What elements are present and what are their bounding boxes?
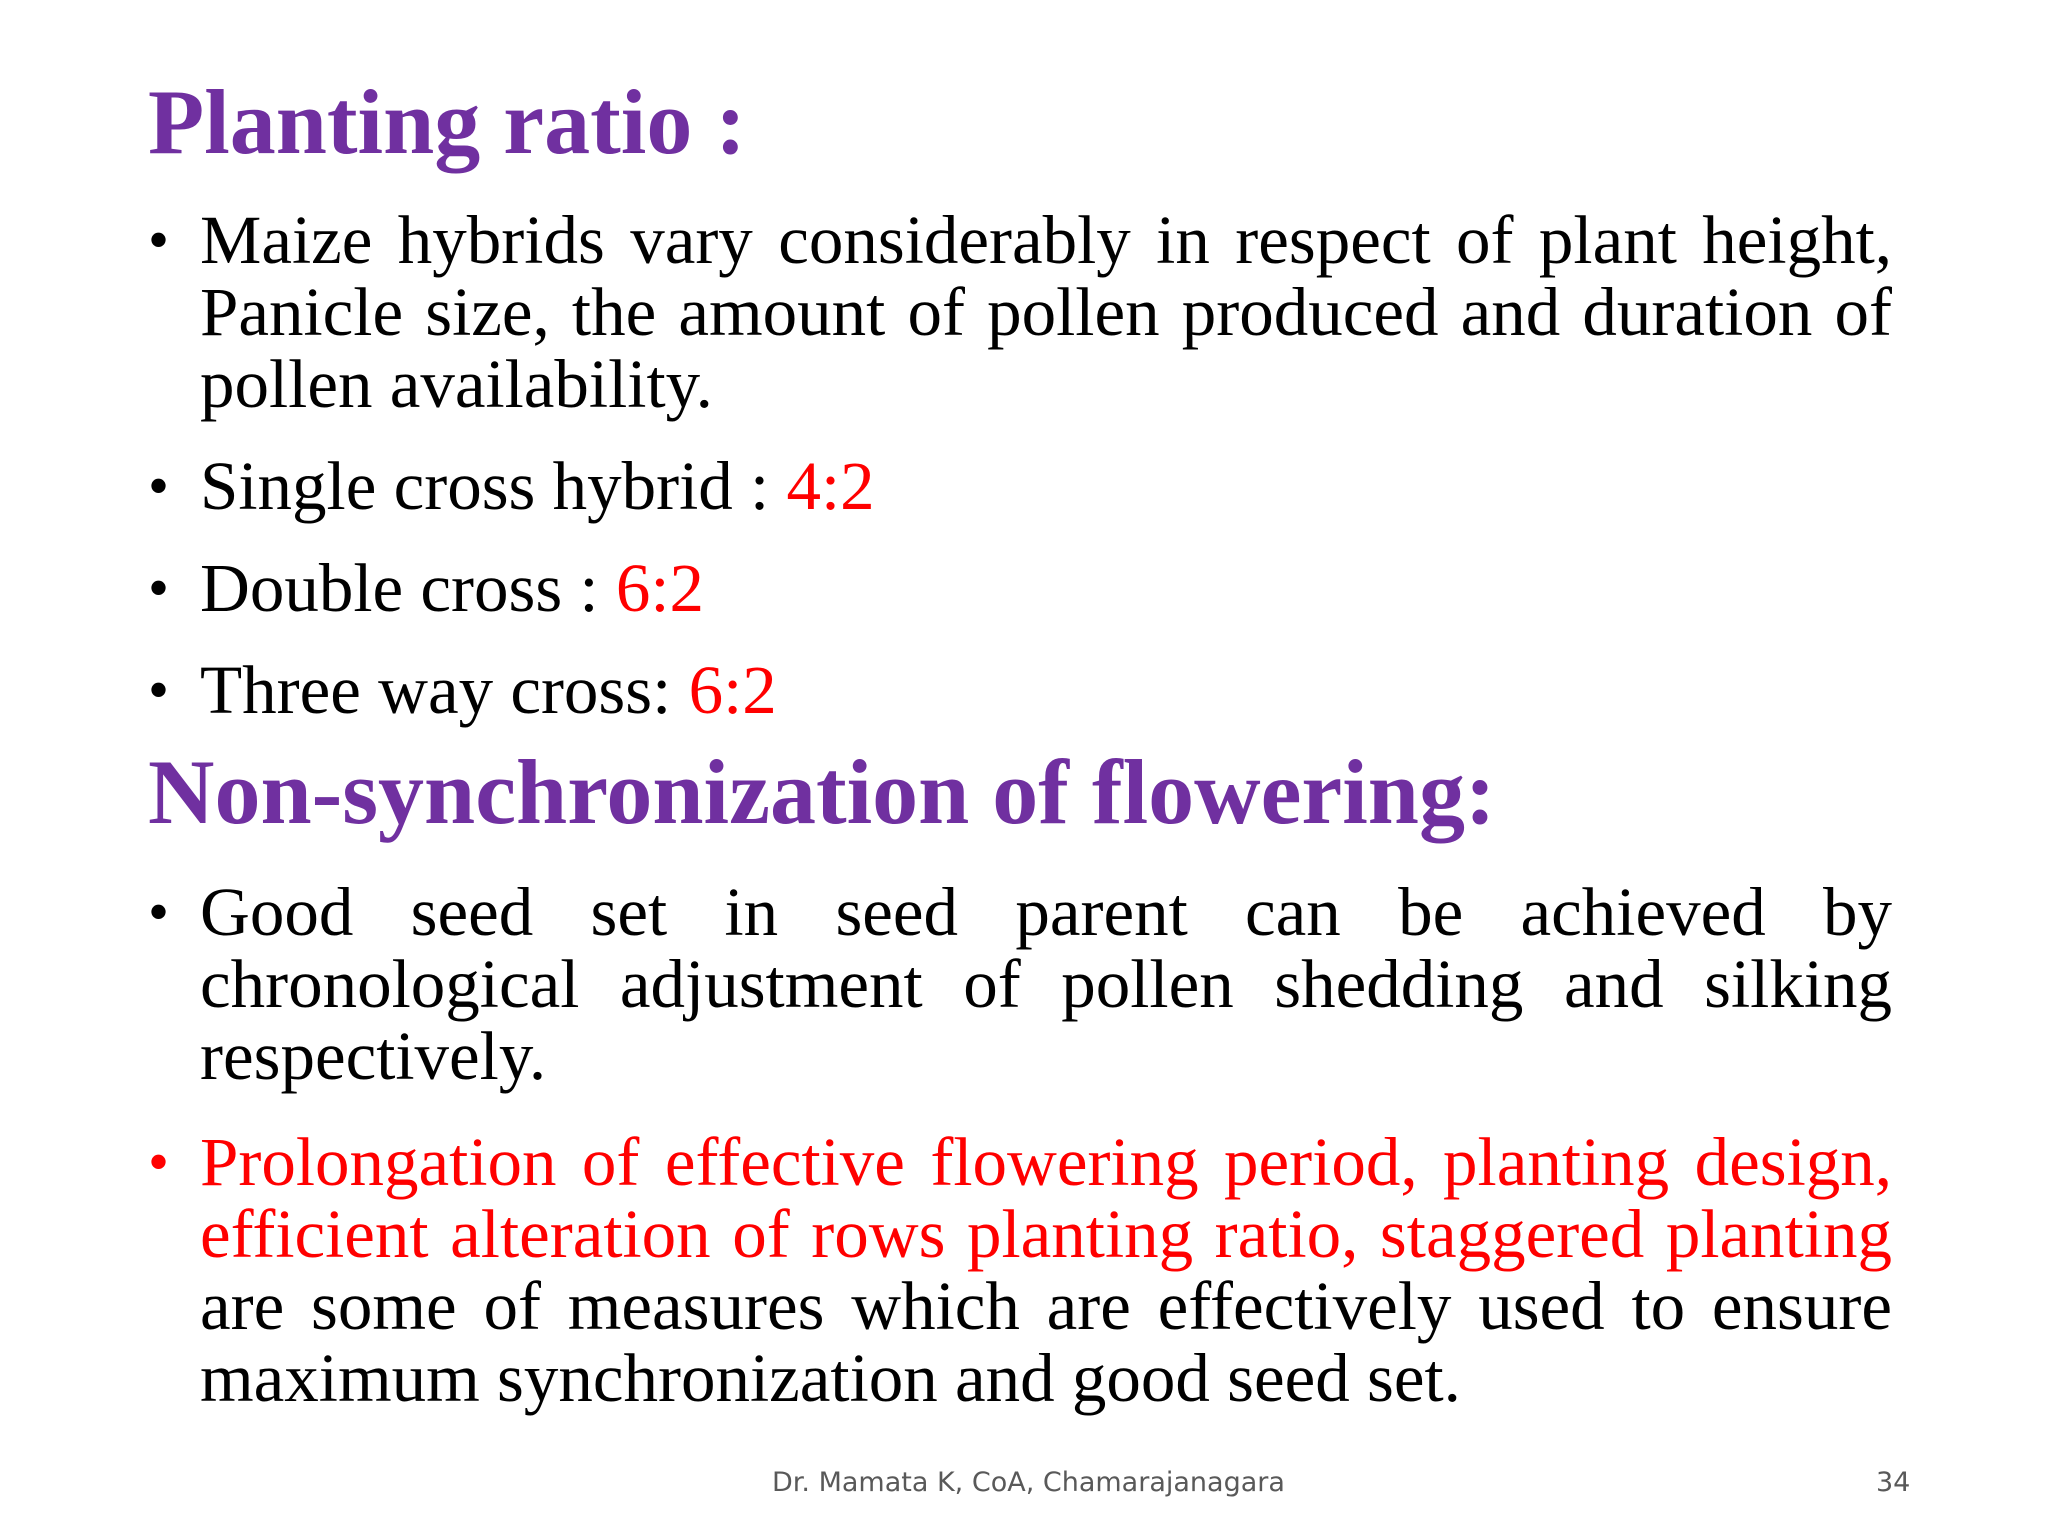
bullet-icon: • xyxy=(148,555,170,621)
item-text: Maize hybrids vary considerably in respect of plant height, Panicle size, the amount of pollen produced and duration of pollen availability. xyxy=(200,202,1892,422)
bullet-icon: • xyxy=(148,657,170,723)
page-number: 34 xyxy=(1876,1467,1911,1498)
ratio-value: 6:2 xyxy=(688,652,777,728)
non-synchronization-list xyxy=(148,876,1892,1414)
list-item-single-cross xyxy=(148,450,1892,522)
planting-ratio-list xyxy=(148,204,1892,726)
heading-planting-ratio: Planting ratio : xyxy=(148,71,746,173)
item-text: are some of measures which are effectively used to ensure maximum synchronization and good seed set. xyxy=(200,1268,1892,1416)
list-item-three-way-cross xyxy=(148,654,1892,726)
bullet-icon: • xyxy=(148,207,170,273)
list-item-double-cross xyxy=(148,552,1892,624)
item-label: Double cross : xyxy=(200,550,616,626)
item-text: Good seed set in seed parent can be achieved by chronological adjustment of pollen shedding and silking respectively. xyxy=(200,874,1892,1094)
ratio-value: 6:2 xyxy=(615,550,705,626)
ratio-value: 4:2 xyxy=(786,448,875,524)
item-label: Single cross hybrid : xyxy=(200,448,787,524)
footer-author: Dr. Mamata K, CoA, Chamarajanagara xyxy=(772,1467,1285,1498)
bullet-icon: • xyxy=(148,879,170,945)
heading-non-synchronization: Non-synchronization of flowering: xyxy=(148,741,1496,843)
highlighted-text: Prolongation of effective flowering period, planting design, efficient alteration of rows planting ratio, staggered planting xyxy=(200,1124,1892,1272)
item-label: Three way cross: xyxy=(200,652,689,728)
bullet-icon: • xyxy=(148,1129,170,1195)
bullet-icon: • xyxy=(148,453,170,519)
list-item-prolongation xyxy=(148,1126,1892,1414)
list-item-good-seed-set xyxy=(148,876,1892,1092)
list-item-maize-hybrids xyxy=(148,204,1892,420)
